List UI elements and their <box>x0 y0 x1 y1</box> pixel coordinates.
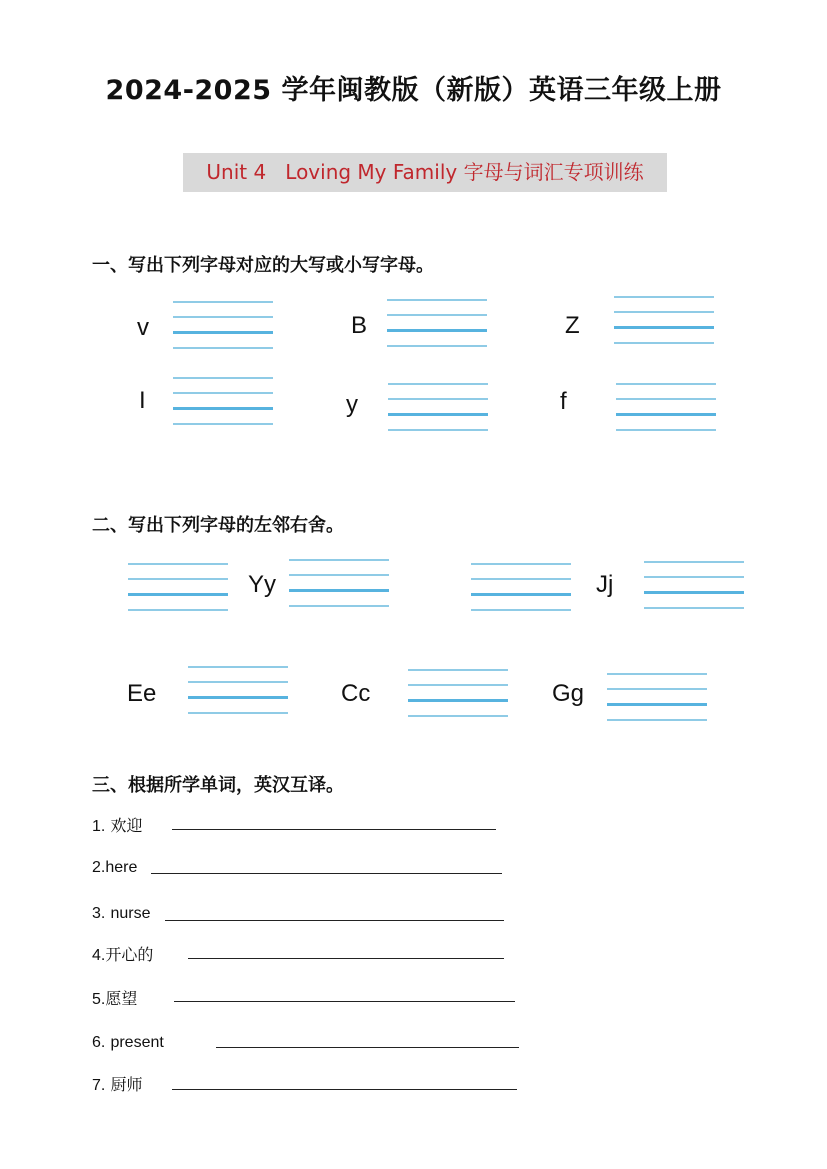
writing-lines-v[interactable] <box>173 301 273 349</box>
letter-y: y <box>346 391 358 418</box>
question-7 <box>92 1072 142 1095</box>
writing-lines-y[interactable] <box>388 383 488 431</box>
writing-lines-before-Yy[interactable] <box>128 563 228 611</box>
letter-I: I <box>139 387 146 414</box>
letter-v: v <box>137 314 149 341</box>
question-6 <box>92 1032 164 1052</box>
question-text: here <box>105 859 138 876</box>
question-number: 6. <box>92 1034 106 1051</box>
answer-line-2[interactable] <box>151 873 502 874</box>
question-number: 5. <box>92 991 106 1008</box>
writing-lines-before-Jj[interactable] <box>471 563 571 611</box>
question-number: 4. <box>92 947 106 964</box>
question-text: nurse <box>110 905 151 922</box>
writing-lines-after-Gg[interactable] <box>607 673 707 721</box>
writing-lines-I[interactable] <box>173 377 273 425</box>
writing-lines-after-Cc[interactable] <box>408 669 508 717</box>
question-text: 开心的 <box>105 945 154 964</box>
question-number: 7. <box>92 1077 106 1094</box>
writing-lines-after-Ee[interactable] <box>188 666 288 714</box>
letter-pair-Cc: Cc <box>341 680 371 707</box>
answer-line-4[interactable] <box>188 958 504 959</box>
page-title: 2024-2025 学年闽教版（新版）英语三年级上册 <box>105 75 722 106</box>
answer-line-1[interactable] <box>172 829 496 830</box>
question-text: 厨师 <box>110 1075 143 1094</box>
letter-B: B <box>351 312 368 339</box>
writing-lines-after-Yy[interactable] <box>289 559 389 607</box>
question-5 <box>92 986 137 1009</box>
answer-line-7[interactable] <box>172 1089 517 1090</box>
writing-lines-f[interactable] <box>616 383 716 431</box>
writing-lines-Z[interactable] <box>614 296 714 344</box>
question-text: present <box>110 1034 164 1051</box>
answer-line-6[interactable] <box>216 1047 519 1048</box>
letter-pair-Jj: Jj <box>596 571 614 598</box>
question-number: 2. <box>92 859 106 876</box>
section-1-heading: 一、写出下列字母对应的大写或小写字母。 <box>92 255 434 276</box>
section-2-heading: 二、写出下列字母的左邻右舍。 <box>92 515 344 536</box>
answer-line-3[interactable] <box>165 920 504 921</box>
letter-pair-Gg: Gg <box>552 680 585 707</box>
writing-lines-B[interactable] <box>387 299 487 347</box>
question-1 <box>92 813 142 836</box>
section-3-heading: 三、根据所学单词，英汉互译。 <box>92 775 344 796</box>
question-text: 愿望 <box>105 989 138 1008</box>
question-4 <box>92 942 153 965</box>
question-text: 欢迎 <box>110 816 143 835</box>
question-number: 1. <box>92 818 106 835</box>
letter-Z: Z <box>565 312 580 339</box>
question-number: 3. <box>92 905 106 922</box>
letter-pair-Ee: Ee <box>127 680 157 707</box>
writing-lines-after-Jj[interactable] <box>644 561 744 609</box>
letter-pair-Yy: Yy <box>248 571 277 598</box>
unit-subtitle: Unit 4 Loving My Family 字母与词汇专项训练 <box>183 153 667 192</box>
question-3 <box>92 903 150 923</box>
answer-line-5[interactable] <box>174 1001 515 1002</box>
question-2 <box>92 857 137 877</box>
letter-f: f <box>560 388 567 415</box>
